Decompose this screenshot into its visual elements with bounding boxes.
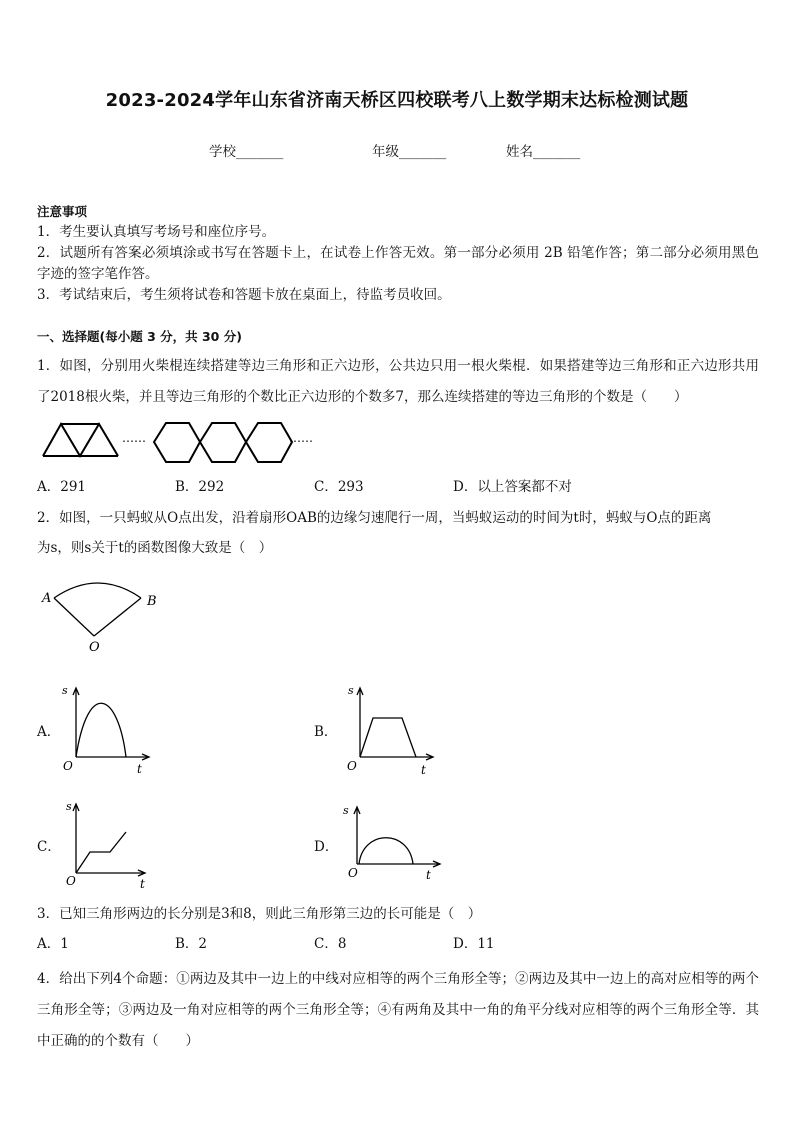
graph-a-o-label: O (63, 759, 73, 773)
graph-c[interactable] (60, 797, 160, 892)
graph-a-t-label: t (137, 762, 142, 776)
note-item-2: 2．试题所有答案必须填涂或书写在答题卡上，在试卷上作答无效。第一部分必须用 2B 铅笔作答；第二部分必须用黑色字迹的签字笔作答。 (37, 245, 759, 282)
q3-option-a[interactable]: A．1 (37, 936, 69, 952)
q3-option-c[interactable]: C．8 (314, 936, 347, 952)
graph-b-s-label: s (348, 684, 354, 697)
page-title: 2023-2024学年山东省济南天桥区四校联考八上数学期末达标检测试题 (105, 90, 689, 111)
q1-option-a[interactable]: A．291 (37, 479, 87, 495)
graph-c-s-label: s (66, 800, 72, 813)
question-4-text: 4．给出下列4个命题：①两边及其中一边上的中线对应相等的两个三角形全等；②两边及其中一边上的高对应相等的两个三角形全等；③两边及一角对应相等的两个三角形全等；④有两角及其中一角的角平分线对应相等的两个三角形全等．其中正确的的个数有（ ） (37, 971, 759, 1049)
q2-option-a[interactable]: A． (37, 724, 61, 740)
matchstick-figure (40, 418, 320, 468)
q2-option-c[interactable]: C． (37, 839, 61, 855)
grade-field[interactable]: 年级_______ (372, 144, 447, 160)
q3-option-b[interactable]: B．2 (175, 936, 208, 952)
graph-d-t-label: t (426, 868, 431, 882)
triangles-dots: …… (122, 431, 146, 445)
question-3-text: 3．已知三角形两边的长分别是3和8，则此三角形第三边的长可能是（ ） (37, 906, 482, 922)
triangles-figure (43, 424, 118, 456)
sector-label-b: B (147, 594, 157, 609)
question-2-line-1: 2．如图，一只蚂蚁从O点出发，沿着扇形OAB的边缘匀速爬行一周，当蚂蚁运动的时间为t时，蚂蚁与O点的距离 (37, 510, 712, 526)
hexagons-figure (154, 423, 292, 462)
school-field[interactable]: 学校_______ (209, 144, 284, 160)
graph-d[interactable] (337, 799, 447, 889)
question-2-line-2: 为s，则s关于t的函数图像大致是（ ） (37, 540, 273, 556)
question-1-text: 1．如图，分别用火柴棍连续搭建等边三角形和正六边形，公共边只用一根火柴棍．如果搭建等边三角形和正六边形共用了2018根火柴，并且等边三角形的个数比正六边形的个数多7，那么连续搭建的等边三角形的个数是（ ） (37, 358, 759, 405)
notes-heading: 注意事项 (37, 204, 88, 219)
q1-option-d[interactable]: D．以上答案都不对 (453, 479, 572, 495)
graph-a[interactable] (60, 684, 160, 779)
graph-a-s-label: s (62, 684, 68, 697)
sector-figure (38, 578, 168, 658)
graph-c-o-label: O (66, 874, 76, 888)
q2-option-b[interactable]: B． (314, 724, 338, 740)
hexagons-dots: …… (289, 431, 313, 445)
graph-b-t-label: t (421, 763, 426, 777)
graph-c-t-label: t (140, 877, 145, 891)
note-item-1: 1．考生要认真填写考场号和座位序号。 (37, 224, 276, 240)
q3-option-d[interactable]: D．11 (453, 936, 495, 952)
q1-option-b[interactable]: B．292 (175, 479, 225, 495)
sector-label-a: A (42, 591, 52, 606)
graph-b[interactable] (344, 684, 444, 779)
sector-label-o: O (89, 640, 100, 655)
graph-d-s-label: s (343, 804, 349, 817)
section-heading: 一、选择题(每小题 3 分，共 30 分) (37, 329, 242, 344)
q2-option-d[interactable]: D． (314, 839, 339, 855)
graph-d-o-label: O (348, 866, 358, 880)
note-item-3: 3．考试结束后，考生须将试卷和答题卡放在桌面上，待监考员收回。 (37, 287, 451, 303)
name-field[interactable]: 姓名_______ (506, 144, 581, 160)
q1-option-c[interactable]: C．293 (314, 479, 364, 495)
graph-b-o-label: O (347, 759, 357, 773)
